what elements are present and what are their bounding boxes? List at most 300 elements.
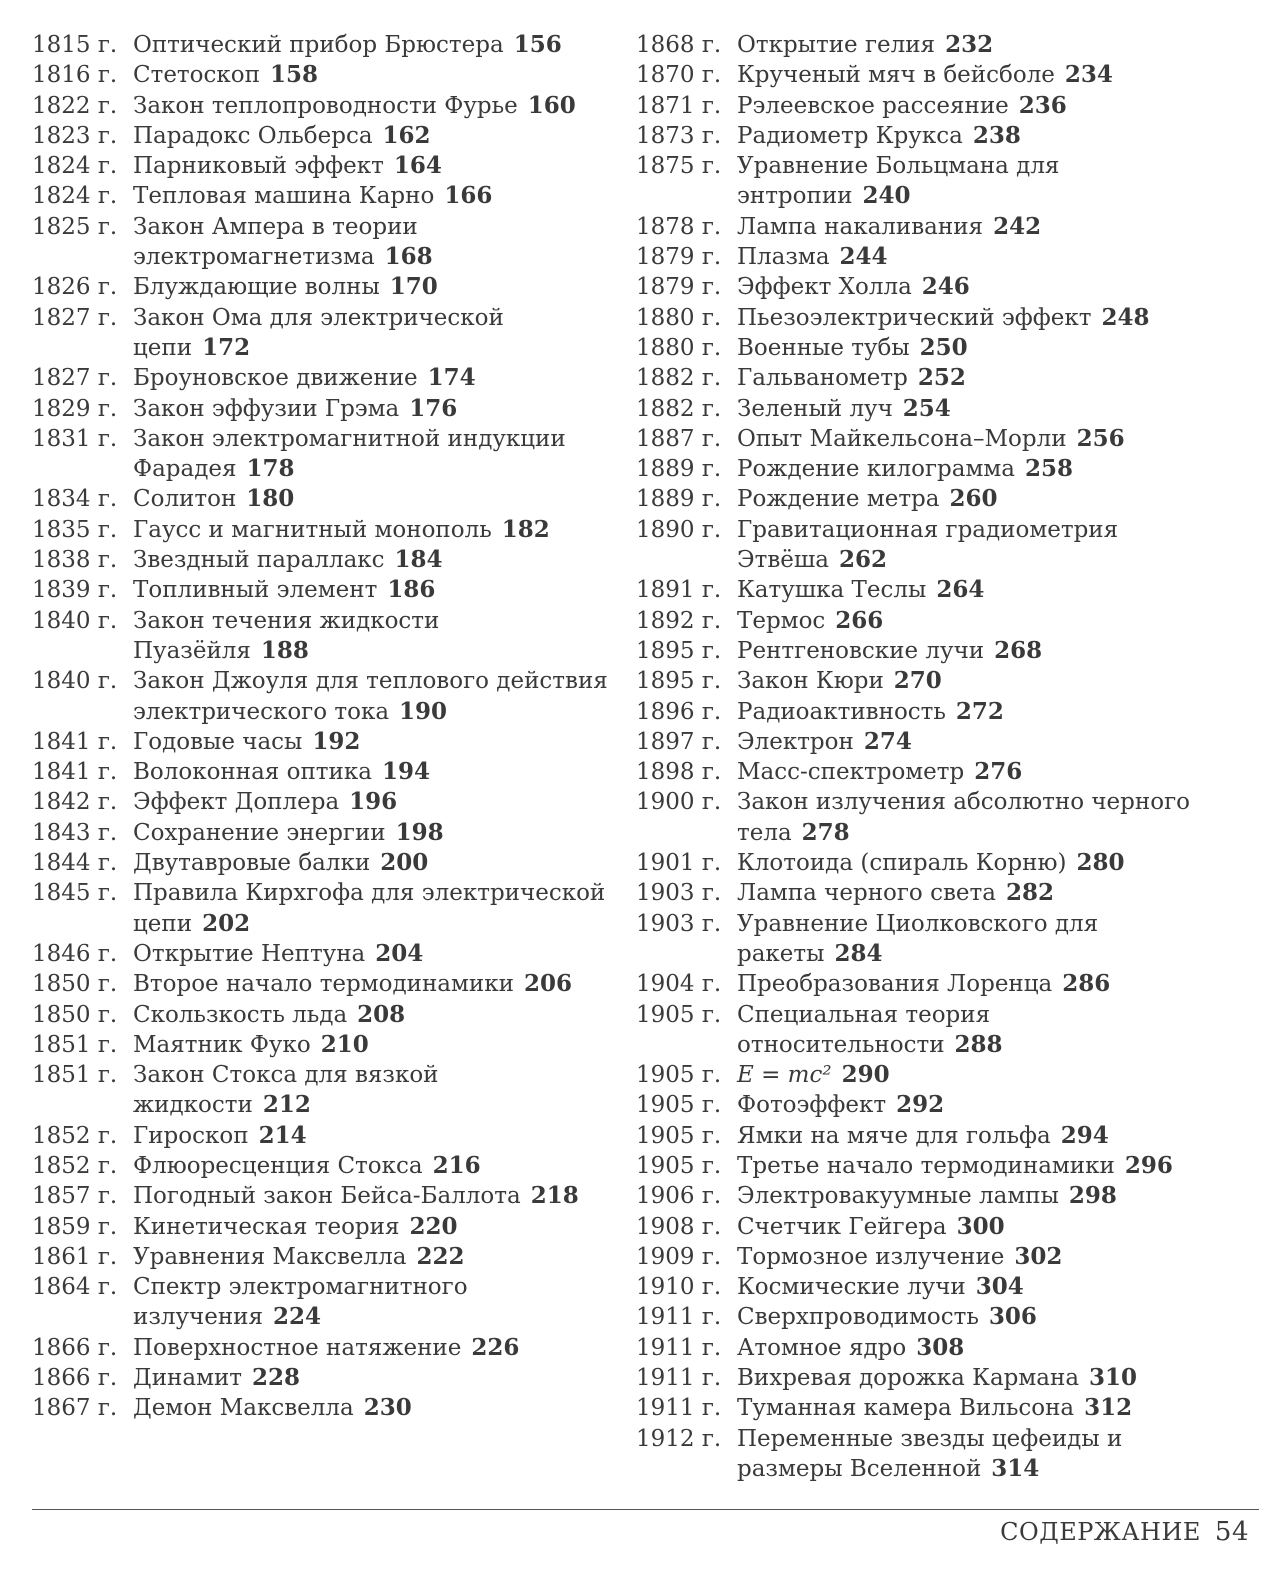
toc-entry-page-number: 278 (801, 818, 850, 846)
toc-entry-page-number: 174 (427, 364, 476, 392)
toc-entry[interactable] (32, 1272, 622, 1333)
toc-entry-body (133, 606, 622, 667)
toc-entry-title: Рэлеевское рассеяние (737, 92, 1009, 119)
toc-entry-title: Парадокс Ольберса (133, 122, 373, 149)
toc-entry-year: 1859 г. (32, 1213, 118, 1240)
toc-entry-page-number: 262 (838, 546, 887, 574)
toc-entry-body (737, 1151, 1226, 1181)
toc-entry-year: 1880 г. (636, 334, 722, 361)
toc-entry-page-number: 276 (974, 758, 1023, 786)
toc-entry[interactable] (636, 1151, 1226, 1181)
toc-entry-body (133, 1030, 622, 1060)
toc-entry-title: Закон излучения абсолютно черного тела (737, 789, 1190, 846)
toc-entry-body (737, 727, 1226, 757)
toc-entry-page-number: 156 (513, 31, 562, 58)
toc-entry-year: 1823 г. (32, 122, 118, 149)
toc-entry[interactable] (636, 1393, 1226, 1423)
toc-entry[interactable] (32, 1333, 622, 1363)
toc-entry-page-number: 234 (1064, 61, 1113, 89)
toc-entry-page-number: 228 (252, 1364, 301, 1392)
toc-entry[interactable] (32, 1030, 622, 1060)
toc-entry-title: Закон эффузии Грэма (133, 395, 400, 422)
toc-entry[interactable] (32, 1363, 622, 1393)
toc-entry-year: 1887 г. (636, 425, 722, 452)
toc-entry[interactable] (32, 787, 622, 817)
toc-entry-page-number: 212 (262, 1091, 311, 1119)
toc-entry-body (737, 1121, 1226, 1151)
toc-entry-year: 1842 г. (32, 789, 118, 816)
toc-entry-year: 1905 г. (636, 1001, 722, 1028)
toc-entry-body (133, 424, 622, 485)
toc-entry[interactable] (636, 727, 1226, 757)
toc-entry-title: Топливный элемент (133, 577, 378, 604)
toc-entry-title: Уравнения Максвелла (133, 1243, 407, 1270)
page-footer (1000, 1517, 1249, 1547)
toc-entry-title: Солитон (133, 486, 237, 513)
toc-entry-title: Второе начало термодинамики (133, 971, 514, 998)
toc-entry[interactable] (32, 666, 622, 727)
toc-entry-body (737, 1242, 1226, 1272)
toc-entry[interactable] (32, 121, 622, 151)
toc-entry[interactable] (32, 757, 622, 787)
toc-entry-year: 1905 г. (636, 1152, 722, 1179)
toc-entry-body (737, 666, 1226, 696)
toc-entry-body (133, 575, 622, 605)
toc-entry-page-number: 306 (988, 1303, 1037, 1331)
toc-entry-body (133, 181, 622, 211)
toc-entry-body (737, 394, 1226, 424)
toc-entry-page-number: 164 (393, 152, 442, 180)
toc-entry-year: 1850 г. (32, 971, 118, 998)
toc-entry-year: 1831 г. (32, 425, 118, 452)
toc-entry-body (133, 545, 622, 575)
toc-entry-page-number: 238 (972, 121, 1021, 149)
toc-entry-page-number: 168 (384, 243, 433, 271)
toc-entry-year: 1845 г. (32, 880, 118, 907)
toc-entry-year: 1851 г. (32, 1031, 118, 1058)
toc-entry-page-number: 172 (202, 333, 251, 361)
toc-entry-page-number: 280 (1076, 849, 1125, 877)
toc-entry-page-number: 250 (919, 333, 968, 361)
toc-entry-title: Кинетическая теория (133, 1213, 400, 1240)
toc-entry-page-number: 294 (1060, 1121, 1109, 1149)
toc-entry-year: 1903 г. (636, 910, 722, 937)
toc-entry-page-number: 260 (949, 485, 998, 513)
toc-entry-page-number: 288 (954, 1030, 1003, 1058)
toc-entry-page-number: 310 (1089, 1364, 1138, 1392)
toc-entry-title: Счетчик Гейгера (737, 1213, 947, 1240)
toc-entry[interactable] (636, 697, 1226, 727)
toc-entry[interactable] (636, 212, 1226, 242)
toc-entry[interactable] (636, 1242, 1226, 1272)
toc-entry-body (133, 1121, 622, 1151)
toc-entry[interactable] (32, 727, 622, 757)
toc-entry[interactable] (636, 424, 1226, 454)
toc-entry[interactable] (636, 242, 1226, 272)
toc-entry[interactable] (636, 121, 1226, 151)
toc-entry-body (737, 969, 1226, 999)
toc-entry-body (737, 1424, 1226, 1485)
toc-entry-title: Маятник Фуко (133, 1031, 311, 1058)
toc-entry[interactable] (32, 1181, 622, 1211)
toc-entry-year: 1905 г. (636, 1092, 722, 1119)
toc-entry-page-number: 304 (975, 1273, 1024, 1301)
toc-entry-body (737, 606, 1226, 636)
toc-entry-body (737, 151, 1226, 212)
toc-entry[interactable] (32, 515, 622, 545)
toc-entry-page-number: 180 (246, 485, 295, 513)
toc-entry-body (133, 121, 622, 151)
toc-entry-body (737, 515, 1226, 576)
toc-entry[interactable] (32, 272, 622, 302)
toc-entry-body (737, 1393, 1226, 1423)
toc-entry-page-number: 266 (835, 606, 884, 634)
toc-entry-year: 1824 г. (32, 153, 118, 180)
toc-entry[interactable] (32, 181, 622, 211)
toc-entry-year: 1868 г. (636, 32, 722, 58)
toc-entry-year: 1905 г. (636, 1122, 722, 1149)
toc-entry[interactable] (32, 1121, 622, 1151)
toc-entry[interactable] (32, 1242, 622, 1272)
toc-entry-title: Эффект Холла (737, 274, 912, 301)
toc-entry-page-number: 202 (202, 909, 251, 937)
toc-entry[interactable] (636, 1090, 1226, 1120)
toc-entry[interactable] (636, 1272, 1226, 1302)
toc-entry[interactable] (32, 969, 622, 999)
toc-entry-year: 1840 г. (32, 668, 118, 695)
toc-entry-title: Электрон (737, 728, 854, 755)
toc-entry[interactable] (636, 333, 1226, 363)
toc-entry-title: Рентгеновские лучи (737, 637, 985, 664)
toc-entry-page-number: 216 (432, 1151, 481, 1179)
toc-entry-body (737, 363, 1226, 393)
toc-entry[interactable] (636, 1000, 1226, 1061)
toc-entry-year: 1852 г. (32, 1152, 118, 1179)
toc-entry[interactable] (636, 454, 1226, 484)
toc-entry-year: 1909 г. (636, 1243, 722, 1270)
toc-entry-year: 1903 г. (636, 880, 722, 907)
toc-entry[interactable] (636, 1181, 1226, 1211)
toc-entry-title: Эффект Доплера (133, 789, 340, 816)
toc-entry[interactable] (32, 545, 622, 575)
toc-entry-title: E = mc² (737, 1062, 832, 1089)
toc-entry[interactable] (636, 484, 1226, 514)
toc-entry-body (737, 848, 1226, 878)
toc-entry[interactable] (636, 757, 1226, 787)
toc-entry[interactable] (636, 151, 1226, 212)
toc-entry[interactable] (636, 363, 1226, 393)
toc-entry-page-number: 256 (1076, 424, 1125, 452)
toc-entry[interactable] (636, 636, 1226, 666)
toc-entry-year: 1857 г. (32, 1183, 118, 1210)
toc-entry-year: 1895 г. (636, 637, 722, 664)
toc-entry-body (737, 242, 1226, 272)
toc-entry-title: Специальная теория относительности (737, 1001, 991, 1058)
toc-entry[interactable] (32, 303, 622, 364)
toc-entry-year: 1911 г. (636, 1365, 722, 1392)
toc-entry-body (737, 484, 1226, 514)
toc-entry[interactable] (32, 878, 622, 939)
toc-entry-page-number: 230 (363, 1394, 412, 1422)
toc-entry-year: 1861 г. (32, 1243, 118, 1270)
toc-entry-year: 1827 г. (32, 365, 118, 392)
toc-column-right (636, 30, 1226, 1484)
toc-entry-title: Погодный закон Бейса-Баллота (133, 1183, 521, 1210)
toc-entry-title: Клотоида (спираль Корню) (737, 850, 1067, 877)
toc-entry-title: Сверхпроводимость (737, 1304, 979, 1331)
toc-entry-year: 1911 г. (636, 1334, 722, 1361)
toc-entry[interactable] (636, 666, 1226, 696)
toc-entry-year: 1896 г. (636, 698, 722, 725)
toc-entry-page-number: 186 (387, 576, 436, 604)
toc-entry-title: Тормозное излучение (737, 1243, 1005, 1270)
toc-entry-title: Опыт Майкельсона–Морли (737, 425, 1067, 452)
toc-entry-body (737, 1000, 1226, 1061)
toc-entry-page-number: 208 (357, 1000, 406, 1028)
toc-entry-year: 1850 г. (32, 1001, 118, 1028)
toc-entry-body (737, 212, 1226, 242)
toc-entry[interactable] (32, 91, 622, 121)
toc-entry-page-number: 166 (444, 182, 493, 210)
toc-entry-year: 1880 г. (636, 304, 722, 331)
toc-entry-page-number: 290 (841, 1061, 890, 1089)
toc-entry[interactable] (636, 1363, 1226, 1393)
toc-entry[interactable] (636, 515, 1226, 576)
toc-entry-page-number: 264 (936, 576, 985, 604)
toc-entry-page-number: 184 (394, 546, 443, 574)
toc-entry-body (737, 757, 1226, 787)
toc-entry-page-number: 176 (409, 394, 458, 422)
toc-entry-year: 1851 г. (32, 1062, 118, 1089)
toc-entry-body (737, 1363, 1226, 1393)
footer-section-label: СОДЕРЖАНИЕ (1000, 1518, 1201, 1546)
toc-entry-title: Пьезоэлектрический эффект (737, 304, 1092, 331)
toc-entry-title: Масс-спектрометр (737, 759, 965, 786)
toc-entry-page-number: 298 (1068, 1182, 1117, 1210)
toc-entry[interactable] (32, 60, 622, 90)
toc-entry[interactable] (636, 606, 1226, 636)
toc-entry-body (133, 969, 622, 999)
toc-entry-year: 1870 г. (636, 62, 722, 89)
toc-entry-page-number: 162 (382, 121, 431, 149)
toc-entry[interactable] (636, 60, 1226, 90)
toc-entry[interactable] (32, 1212, 622, 1242)
toc-entry-year: 1889 г. (636, 486, 722, 513)
toc-entry[interactable] (32, 1000, 622, 1030)
toc-entry-year: 1835 г. (32, 516, 118, 543)
toc-entry-title: Флюоресценция Стокса (133, 1152, 423, 1179)
toc-entry-page-number: 194 (381, 758, 430, 786)
toc-entry-page-number: 300 (956, 1212, 1005, 1240)
toc-entry-page-number: 178 (246, 455, 295, 483)
toc-entry[interactable] (32, 939, 622, 969)
toc-entry-body (133, 151, 622, 181)
toc-entry-body (737, 121, 1226, 151)
toc-entry-title: Открытие Нептуна (133, 940, 366, 967)
toc-entry-body (133, 1212, 622, 1242)
toc-entry[interactable] (32, 818, 622, 848)
toc-entry[interactable] (636, 394, 1226, 424)
toc-entry-title: Гироскоп (133, 1122, 249, 1149)
toc-entry[interactable] (32, 1393, 622, 1423)
toc-entry[interactable] (636, 1333, 1226, 1363)
toc-entry-page-number: 192 (312, 727, 361, 755)
toc-entry-year: 1867 г. (32, 1395, 118, 1422)
toc-entry-page-number: 220 (409, 1212, 458, 1240)
toc-entry-body (133, 303, 622, 364)
toc-entry-body (737, 272, 1226, 302)
toc-entry-year: 1816 г. (32, 62, 118, 89)
toc-entry-year: 1815 г. (32, 32, 118, 58)
toc-entry-title: Демон Максвелла (133, 1395, 354, 1422)
toc-entry-title: Закон теплопроводности Фурье (133, 92, 518, 119)
toc-entry-body (133, 939, 622, 969)
toc-entry-page-number: 308 (916, 1333, 965, 1361)
toc-entry-title: Закон электромагнитной индукции Фарадея (133, 425, 566, 483)
toc-entry-title: Правила Кирхгофа для электрической цепи (133, 880, 606, 937)
toc-entry-title: Закон Кюри (737, 668, 884, 695)
toc-entry-body (133, 1151, 622, 1181)
toc-entry-body (133, 1000, 622, 1030)
toc-entry-year: 1841 г. (32, 728, 118, 755)
toc-entry-page-number: 254 (902, 394, 951, 422)
toc-entry-body (133, 91, 622, 121)
toc-entry-body (133, 1181, 622, 1211)
toc-entry[interactable] (636, 848, 1226, 878)
toc-entry-year: 1824 г. (32, 183, 118, 210)
toc-entry-year: 1890 г. (636, 516, 722, 543)
toc-entry-body (133, 212, 622, 273)
toc-entry[interactable] (32, 363, 622, 393)
toc-entry[interactable] (32, 394, 622, 424)
toc-entry-title: Спектр электромагнитного излучения (133, 1274, 468, 1331)
toc-entry-body (133, 272, 622, 302)
toc-entry-title: Термос (737, 607, 826, 634)
footer-divider (32, 1509, 1259, 1510)
toc-entry-title: Закон Ома для электрической цепи (133, 304, 504, 361)
toc-entry-year: 1826 г. (32, 274, 118, 301)
toc-entry-page-number: 226 (471, 1333, 520, 1361)
toc-entry[interactable] (32, 1060, 622, 1121)
toc-entry-title: Фотоэффект (737, 1092, 887, 1119)
toc-entry-body (737, 1302, 1226, 1332)
toc-entry-body (133, 1363, 622, 1393)
toc-entry[interactable] (636, 1424, 1226, 1485)
toc-entry-title: Радиоактивность (737, 698, 946, 725)
toc-entry-page-number: 314 (991, 1454, 1040, 1482)
toc-entry-title: Волоконная оптика (133, 759, 372, 786)
toc-entry-body (133, 1333, 622, 1363)
toc-entry-year: 1897 г. (636, 728, 722, 755)
toc-entry-title: Электровакуумные лампы (737, 1183, 1059, 1210)
toc-entry[interactable] (636, 909, 1226, 970)
toc-entry-title: Атомное ядро (737, 1334, 907, 1361)
toc-entry[interactable] (32, 424, 622, 485)
toc-entry-year: 1864 г. (32, 1274, 118, 1301)
toc-entry-body (133, 30, 622, 60)
toc-entry-year: 1889 г. (636, 456, 722, 483)
toc-entry-body (737, 1181, 1226, 1211)
toc-entry[interactable] (636, 969, 1226, 999)
toc-entry-body (737, 1060, 1226, 1090)
toc-entry-body (737, 30, 1226, 60)
toc-entry[interactable] (636, 30, 1226, 60)
toc-entry-page-number: 190 (399, 697, 448, 725)
toc-entry-year: 1844 г. (32, 850, 118, 877)
toc-entry-page-number: 196 (349, 788, 398, 816)
toc-entry-page-number: 160 (527, 91, 576, 119)
toc-entry[interactable] (32, 30, 622, 60)
toc-entry-year: 1866 г. (32, 1365, 118, 1392)
toc-entry[interactable] (636, 91, 1226, 121)
toc-entry-year: 1840 г. (32, 607, 118, 634)
toc-entry-year: 1839 г. (32, 577, 118, 604)
toc-entry-year: 1911 г. (636, 1395, 722, 1422)
toc-entry[interactable] (32, 484, 622, 514)
toc-entry-body (737, 697, 1226, 727)
toc-entry[interactable] (32, 151, 622, 181)
toc-entry-year: 1846 г. (32, 940, 118, 967)
toc-entry-page-number: 200 (380, 849, 429, 877)
toc-entry[interactable] (32, 1151, 622, 1181)
toc-entry[interactable] (636, 878, 1226, 908)
toc-entry-body (737, 878, 1226, 908)
toc-entry[interactable] (32, 575, 622, 605)
toc-entry-title: Ямки на мяче для гольфа (737, 1122, 1051, 1149)
toc-entry[interactable] (32, 212, 622, 273)
toc-entry-page-number: 296 (1124, 1151, 1173, 1179)
toc-entry-title: Уравнение Больцмана для энтропии (737, 153, 1060, 210)
toc-entry-body (133, 1272, 622, 1333)
toc-entry[interactable] (32, 606, 622, 667)
toc-entry-year: 1827 г. (32, 304, 118, 331)
toc-entry-body (133, 787, 622, 817)
toc-entry-body (737, 303, 1226, 333)
toc-entry-year: 1910 г. (636, 1274, 722, 1301)
toc-entry-body (737, 1333, 1226, 1363)
toc-entry-title: Катушка Теслы (737, 577, 927, 604)
toc-entry-page-number: 302 (1014, 1242, 1063, 1270)
toc-entry-title: Закон Стокса для вязкой жидкости (133, 1062, 439, 1119)
toc-entry[interactable] (636, 575, 1226, 605)
toc-entry[interactable] (636, 1060, 1226, 1090)
toc-entry-page-number: 272 (955, 697, 1004, 725)
toc-entry-body (737, 1212, 1226, 1242)
toc-entry-body (737, 424, 1226, 454)
toc-entry-year: 1879 г. (636, 274, 722, 301)
toc-entry[interactable] (636, 272, 1226, 302)
toc-entry[interactable] (636, 303, 1226, 333)
toc-entry-year: 1904 г. (636, 971, 722, 998)
toc-entry-title: Зеленый луч (737, 395, 893, 422)
toc-entry-title: Закон Ампера в теории электромагнетизма (133, 213, 418, 271)
toc-entry[interactable] (32, 848, 622, 878)
toc-entry-year: 1843 г. (32, 819, 118, 846)
toc-entry[interactable] (636, 1121, 1226, 1151)
toc-entry-title: Парниковый эффект (133, 153, 384, 180)
toc-entry-page-number: 158 (269, 61, 318, 89)
toc-entry[interactable] (636, 1302, 1226, 1332)
toc-entry-body (133, 363, 622, 393)
toc-entry[interactable] (636, 787, 1226, 848)
toc-entry-title: Рождение метра (737, 486, 940, 513)
toc-entry-page-number: 268 (994, 636, 1043, 664)
toc-entry[interactable] (636, 1212, 1226, 1242)
toc-entry-year: 1906 г. (636, 1183, 722, 1210)
toc-entry-body (133, 60, 622, 90)
toc-entry-title: Радиометр Крукса (737, 122, 963, 149)
toc-entry-body (737, 454, 1226, 484)
